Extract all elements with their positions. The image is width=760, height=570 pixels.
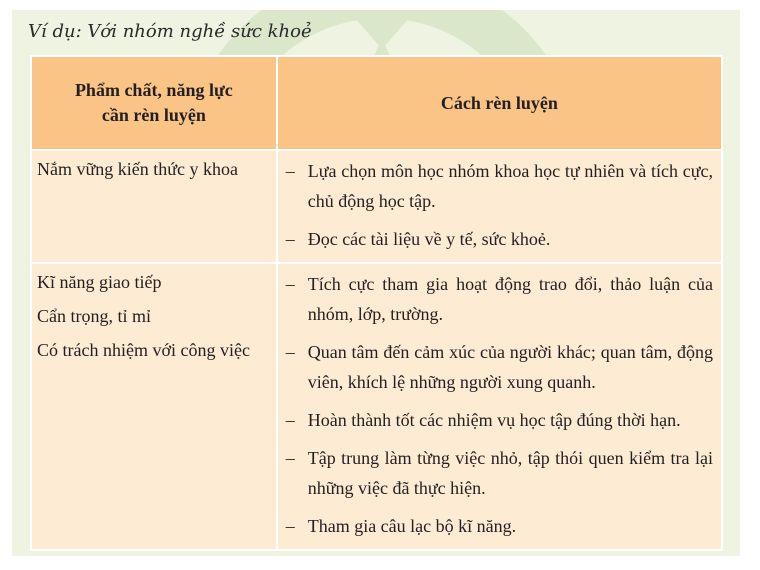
header-qualities-line: Phẩm chất, năng lực [74, 80, 233, 100]
method-text: Đọc các tài liệu về y tế, sức khoẻ. [307, 229, 551, 249]
dash-bullet: – [285, 229, 295, 249]
dash-bullet: – [285, 448, 295, 468]
dash-bullet: – [285, 516, 295, 536]
quality-item: Kĩ năng giao tiếp [37, 272, 162, 292]
quality-item: Có trách nhiệm với công việc [37, 340, 250, 360]
methods-list [286, 156, 713, 254]
header-qualities [31, 56, 277, 150]
method-text: Hoàn thành tốt các nhiệm vụ học tập đúng thời hạn. [307, 410, 681, 430]
qualities-methods-table [30, 55, 723, 551]
qualities-cell [31, 150, 277, 263]
methods-cell [277, 263, 722, 550]
dash-bullet: – [285, 342, 295, 362]
table-header-row [31, 56, 722, 150]
methods-list [286, 269, 713, 541]
method-text: Quan tâm đến cảm xúc của người khác; quan tâm, động viên, khích lệ những người xung quanh. [307, 342, 713, 392]
quality-item: Nắm vững kiến thức y khoa [37, 159, 238, 179]
dash-bullet: – [285, 410, 295, 430]
example-caption: Ví dụ: Với nhóm nghề sức khoẻ [28, 21, 312, 42]
method-text: Tập trung làm từng việc nhỏ, tập thói quen kiểm tra lại những việc đã thực hiện. [307, 448, 713, 498]
method-item [286, 224, 713, 254]
content-panel [12, 10, 740, 556]
table-row [31, 263, 722, 550]
method-text: Tham gia câu lạc bộ kĩ năng. [307, 516, 517, 536]
method-item [286, 405, 713, 435]
method-text: Lựa chọn môn học nhóm khoa học tự nhiên và tích cực, chủ động học tập. [307, 161, 713, 211]
table-row [31, 150, 722, 263]
dash-bullet: – [285, 274, 295, 294]
quality-item: Cẩn trọng, tỉ mỉ [37, 306, 151, 326]
method-item [286, 337, 713, 397]
method-item [286, 156, 713, 216]
qualities-cell [31, 263, 277, 550]
method-item [286, 443, 713, 503]
method-text: Tích cực tham gia hoạt động trao đổi, thảo luận của nhóm, lớp, trường. [307, 274, 713, 324]
methods-cell [277, 150, 722, 263]
method-item [286, 511, 713, 541]
dash-bullet: – [285, 161, 295, 181]
method-item [286, 269, 713, 329]
header-qualities-line: cần rèn luyện [101, 105, 206, 125]
header-methods: Cách rèn luyện [277, 56, 722, 150]
